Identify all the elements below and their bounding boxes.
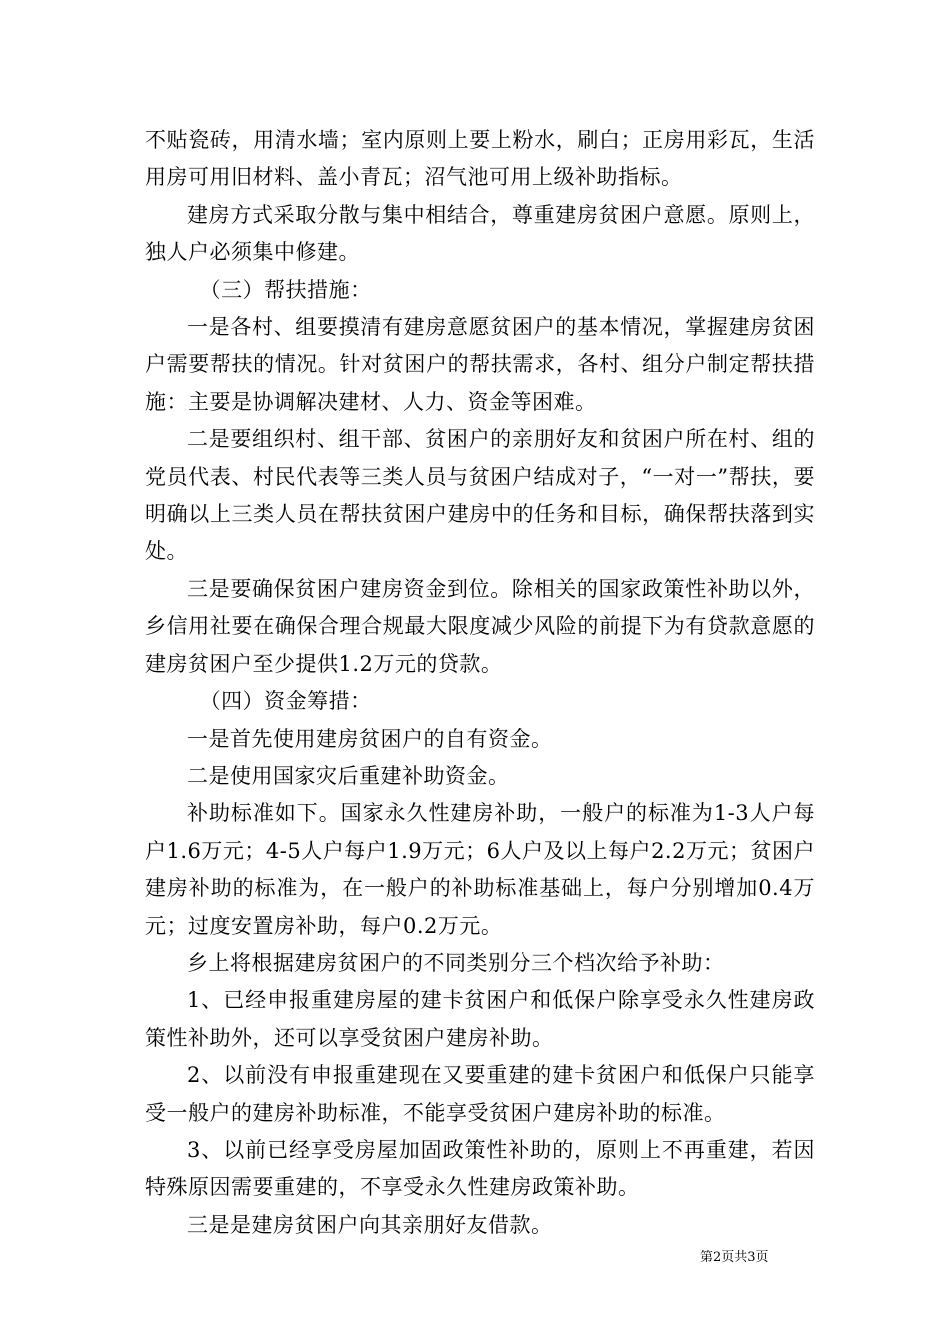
paragraph: 乡上将根据建房贫困户的不同类别分三个档次给予补助： [187,950,725,975]
section-heading: （三）帮扶措施： [199,277,372,302]
paragraph: 一是各村、组要摸清有建房意愿贫困户的基本情况，掌握建房贫困户需要帮扶的情况。针对贫困户的帮扶需求，各村、组分户制定帮扶措施：主要是协调解决建材、人力、资金等困难。 [145,315,815,414]
paragraph: 2、以前没有申报重建现在又要重建的建卡贫困户和低保户只能享受一般户的建房补助标准，不能享受贫困户建房补助的标准。 [145,1063,815,1125]
paragraph: 3、以前已经享受房屋加固政策性补助的，原则上不再重建，若因特殊原因需要重建的，不享受永久性建房政策补助。 [145,1137,815,1200]
page-number-footer: 第2页共3页 [700,1250,769,1265]
paragraph: 不贴瓷砖，用清水墙；室内原则上要上粉水，刷白；正房用彩瓦，生活用房可用旧材料、盖小青瓦；沼气池可用上级补助指标。 [145,128,815,190]
paragraph: 三是是建房贫困户向其亲朋好友借款。 [187,1212,553,1237]
paragraph: 补助标准如下。国家永久性建房补助，一般户的标准为1-3人户每户1.6万元；4-5人户每户1.9万元；6人户及以上每户2.2万元；贫困户建房补助的标准为，在一般户的补助标准基础上，每户分别增加0.4万元；过度安置房补助，每户0.2万元。 [145,801,815,938]
paragraph: 二是要组织村、组干部、贫困户的亲朋好友和贫困户所在村、组的党员代表、村民代表等三类人员与贫困户结成对子，“一对一”帮扶，要明确以上三类人员在帮扶贫困户建房中的任务和目标，确保帮扶落到实处。 [145,427,815,564]
paragraph: 1、已经申报重建房屋的建卡贫困户和低保户除享受永久性建房政策性补助外，还可以享受贫困户建房补助。 [145,988,815,1050]
document-body [145,122,815,1244]
section-heading: （四）资金筹措： [199,689,372,714]
paragraph: 三是要确保贫困户建房资金到位。除相关的国家政策性补助以外，乡信用社要在确保合理合规最大限度减少风险的前提下为有贷款意愿的建房贫困户至少提供1.2万元的贷款。 [145,576,815,676]
paragraph: 建房方式采取分散与集中相结合，尊重建房贫困户意愿。原则上，独人户必须集中修建。 [145,202,815,265]
paragraph: 二是使用国家灾后重建补助资金。 [187,763,510,788]
paragraph: 一是首先使用建房贫困户的自有资金。 [187,726,553,751]
